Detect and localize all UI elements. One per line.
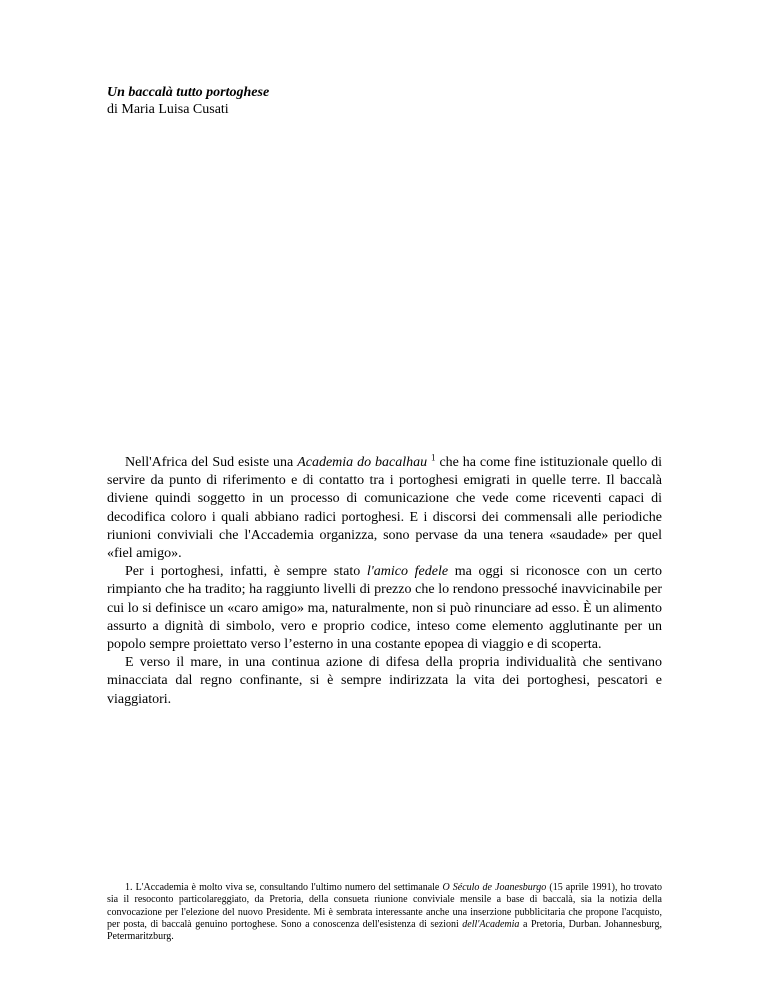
paragraph-2-text-a: Per i portoghesi, infatti, è sempre stato [125,564,367,580]
article-header [107,84,269,118]
newspaper-title: O Século de Joanesburgo [442,882,547,893]
paragraph-2 [107,563,662,654]
academia-ref: dell'Academia [462,918,520,930]
footnote [107,882,662,943]
article-body [107,454,662,709]
academia-name: Academia do bacalhau [297,455,428,470]
footnote-ref[interactable]: 1 [431,452,436,463]
paragraph-1 [107,454,662,563]
article-byline: di Maria Luisa Cusati [107,102,229,117]
paragraph-2-text-b: ma oggi si riconosce con un certo rimpianto che ha tradito; ha raggiunto livelli di prezzo che lo rendono pressoché inavvicinabile per cui lo si definisce un «caro amigo» ma, naturalmente, non si può rinunciare ad esso. È un alimento assurto a dignità di simbolo, vero e proprio codice, inteso come elemento agglutinante per un popolo sempre proiettato verso l’esterno in una costante epopea di viaggio e di scoperta. [107,564,662,653]
footnote-1 [107,882,662,943]
amico-fedele-phrase: l'amico fedele [366,564,449,580]
footnote-text-c: a Pretoria, Durban. Johannesburg, Petermaritzburg. [107,918,662,943]
footnote-text-b: (15 aprile 1991), ho trovato sia il resoconto particolareggiato, da Pretoria, della consueta riunione conviviale mensile a base di baccalà, sia la notizia della convocazione per l'elezione del nuovo Presidente. Mi è sembrata interessante anche una inserzione pubblicitaria che propone l'acquisto, per posta, di baccalà genuino portoghese. Sono a conoscenza dell'esistenza di sezioni [107,882,662,930]
footnote-text-a: 1. L'Accademia è molto viva se, consultando l'ultimo numero del settimanale [125,882,443,893]
paragraph-1-text-b: che ha come fine istituzionale quello di servire da punto di riferimento e di contatto tra i portoghesi emigrati in quelle terre. Il baccalà diviene quindi soggetto in un processo di comunicazione che vede come riceventi capaci di decodifica coloro i quali abbiano radici portoghesi. E i discorsi dei commensali alle periodiche riunioni conviviali che l'Accademia organizza, sono pervase da una tenera «saudade» per quel «fiel amigo». [107,455,662,562]
article-title: Un baccalà tutto portoghese [107,85,270,100]
paragraph-1-text-a: Nell'Africa del Sud esiste una [125,455,298,470]
paragraph-3: E verso il mare, in una continua azione di difesa della propria individualità che sentivano minacciata dal regno confinante, si è sempre indirizzata la vita dei portoghesi, pescatori e viaggiatori. [107,655,662,707]
